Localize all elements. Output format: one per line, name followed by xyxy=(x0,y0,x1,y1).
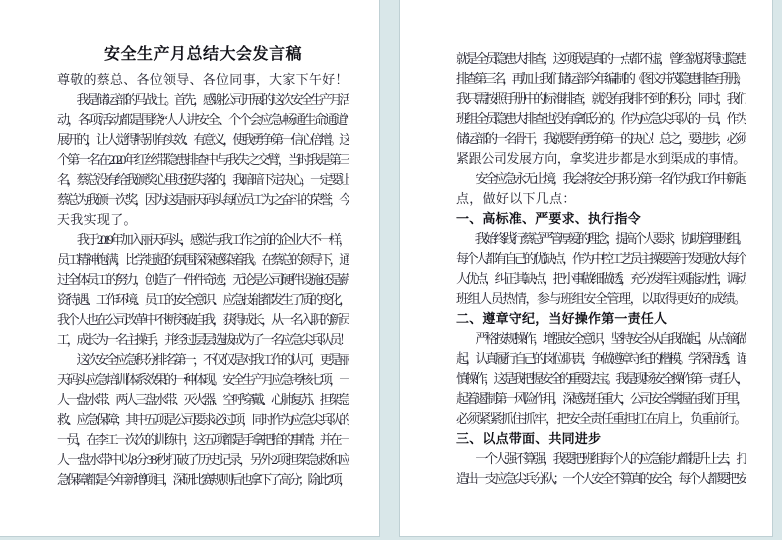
text-line: 起，认真履行自己的岗位职责，争做遵章守纪的楷模。学深悟透，谨 xyxy=(456,351,746,366)
text-line: 点，做好以下几点： xyxy=(456,191,576,206)
text-line: 我只需按照手册中的标准排查，就没有我排不到的积分，同时，我们 xyxy=(456,91,746,106)
right-page-text xyxy=(456,49,746,489)
text-line: 我是储运部的马战士。首先，感谢公司开展的这次安全生产月活 xyxy=(57,92,349,107)
text-line: 慎操作，这是我把握安全的重要法宝。我是现场安全操作第一责任人， xyxy=(456,371,746,386)
text-line: 每个人都有自己的优缺点，作为中控工艺员主操要善于发现放大每个 xyxy=(456,251,746,266)
text-line: 严格按规操作，增强安全意识，坚持安全从自我做起，从点滴做 xyxy=(456,331,746,346)
text-line: 起着遏制第一风险作用，深感责任重大，公司安全掌握在我们手里， xyxy=(456,391,746,406)
text-line: 资待遇、工作环境、员工的安全意识、应急技能都发生了质的变化， xyxy=(57,292,349,307)
text-line: 工，成长为一名主操手，并经过层层选拔成为了一名应急尖兵队员！ xyxy=(57,332,349,347)
text-line: 排查第三名，再加上我们储运部今年编制的《图文并茂隐患排查手册》， xyxy=(456,71,746,86)
page-left xyxy=(0,0,380,537)
text-line: 尊敬的蔡总、各位领导、各位同事，大家下午好！ xyxy=(57,72,349,87)
text-line: 急保障都是今年新增项目，深研比赛规则后也拿下了高分；除此 7 项， xyxy=(57,472,349,487)
section-heading: 三、以点带面、共同进步 xyxy=(456,431,602,446)
page-right xyxy=(399,0,773,537)
text-line: 人一盘水带中以 8 分 38 秒打破了历史记录，另外 2 项担架急救和应 xyxy=(57,452,349,467)
text-line: 一个人强不算强，我要把班组每个人的应急能力都提升上去，打 xyxy=(456,451,746,466)
text-line: 人优点，纠正其缺点，把小事做细做透，充分发挥主观能动性，调动 xyxy=(456,271,746,286)
text-line: 一员，在李工一次次的训练中，这五项都是手拿把掐的事情；并在一 xyxy=(57,432,349,447)
left-page-text xyxy=(57,70,349,490)
text-line: 救、应急保障；其中五项是公司要求必过项，同时作为应急尖兵队的 xyxy=(57,412,349,427)
text-line: 这次安全应急积分排名第一，不仅仅是对我工作的认可，更是丽 xyxy=(57,352,349,367)
text-line: 紧跟公司发展方向，拿奖进步都是水到渠成的事情。 xyxy=(456,151,746,166)
text-line: 我始终践行蔡总严管厚爱的理念，提高个人要求，协助管理班组。 xyxy=(456,231,746,246)
document-title: 安全生产月总结大会发言稿 xyxy=(103,46,302,63)
text-line: 天我实现了。 xyxy=(57,212,137,227)
text-line: 动，各项活动都是围绕“人人讲安全、个个会应急-畅通生命通道” xyxy=(57,112,349,127)
text-line: 安全应急永无止境，我会将安全月积分第一名作为我工作中新起 xyxy=(456,171,746,186)
text-line: 我个人也在公司改革中不断突破自我，获得成长，从一名入职的新员 xyxy=(57,312,349,327)
text-line: 过全体员工的努力，创造了一件件奇迹，无论是公司硬件设施还是薪 xyxy=(57,272,349,287)
text-line: 天码头应急培训体系效果的一种体现。安全生产月应急考核七项，一 xyxy=(57,372,349,387)
section-heading: 二、遵章守纪，当好操作第一责任人 xyxy=(456,311,668,326)
text-line: 人一盘水带、两人三盘水带、灭火器、空呼穿戴、心肺复苏、担架急 xyxy=(57,392,349,407)
text-line: 班组人员热情，参与班组安全管理，以取得更好的成绩。 xyxy=(456,291,746,306)
text-line: 就是全员隐患大排查，这项我是真的一点都不虚，曾经就获得过隐患 xyxy=(456,51,746,66)
text-line: 员工精神饱满，比学赶超的氛围深深感染着我。在蔡总的领导下，通 xyxy=(57,252,349,267)
section-heading: 一、高标准、严要求、执行指令 xyxy=(456,211,641,226)
text-line: 储运部的一名骨干，我就要有勇争第一的决心！总之，要进步，必须 xyxy=(456,131,746,146)
text-line: 我于 2019 年加入丽天码头，感觉与我工作之前的企业大不一样， xyxy=(57,232,349,247)
text-line: 班组全员隐患大排查也没有拿低分的。作为应急尖兵队的一员，作为 xyxy=(456,111,746,126)
text-line: 造出一支应急尖兵分队；一个人安全不算真的安全，每个人都要把安 xyxy=(456,471,746,486)
text-line: 展开的，让人觉得特别有实效、有意义，使我勇争第一信心倍增。这 xyxy=(57,132,349,147)
text-line: 必须紧紧抓住抓牢，把安全责任重担扛在肩上，负重前行。 xyxy=(456,411,746,426)
text-line: 名，蔡总没有给我颁奖心里还挺失落的，我暗暗下定决心，一定要让 xyxy=(57,172,349,187)
text-line: 个第一名在 2020 年红丝带隐患排查中与我失之交臂，当时我是第三 xyxy=(57,152,349,167)
text-line: 蔡总为我颁一次奖，因为这是丽天码头每位员工为之奋斗的荣誉，今 xyxy=(57,192,349,207)
